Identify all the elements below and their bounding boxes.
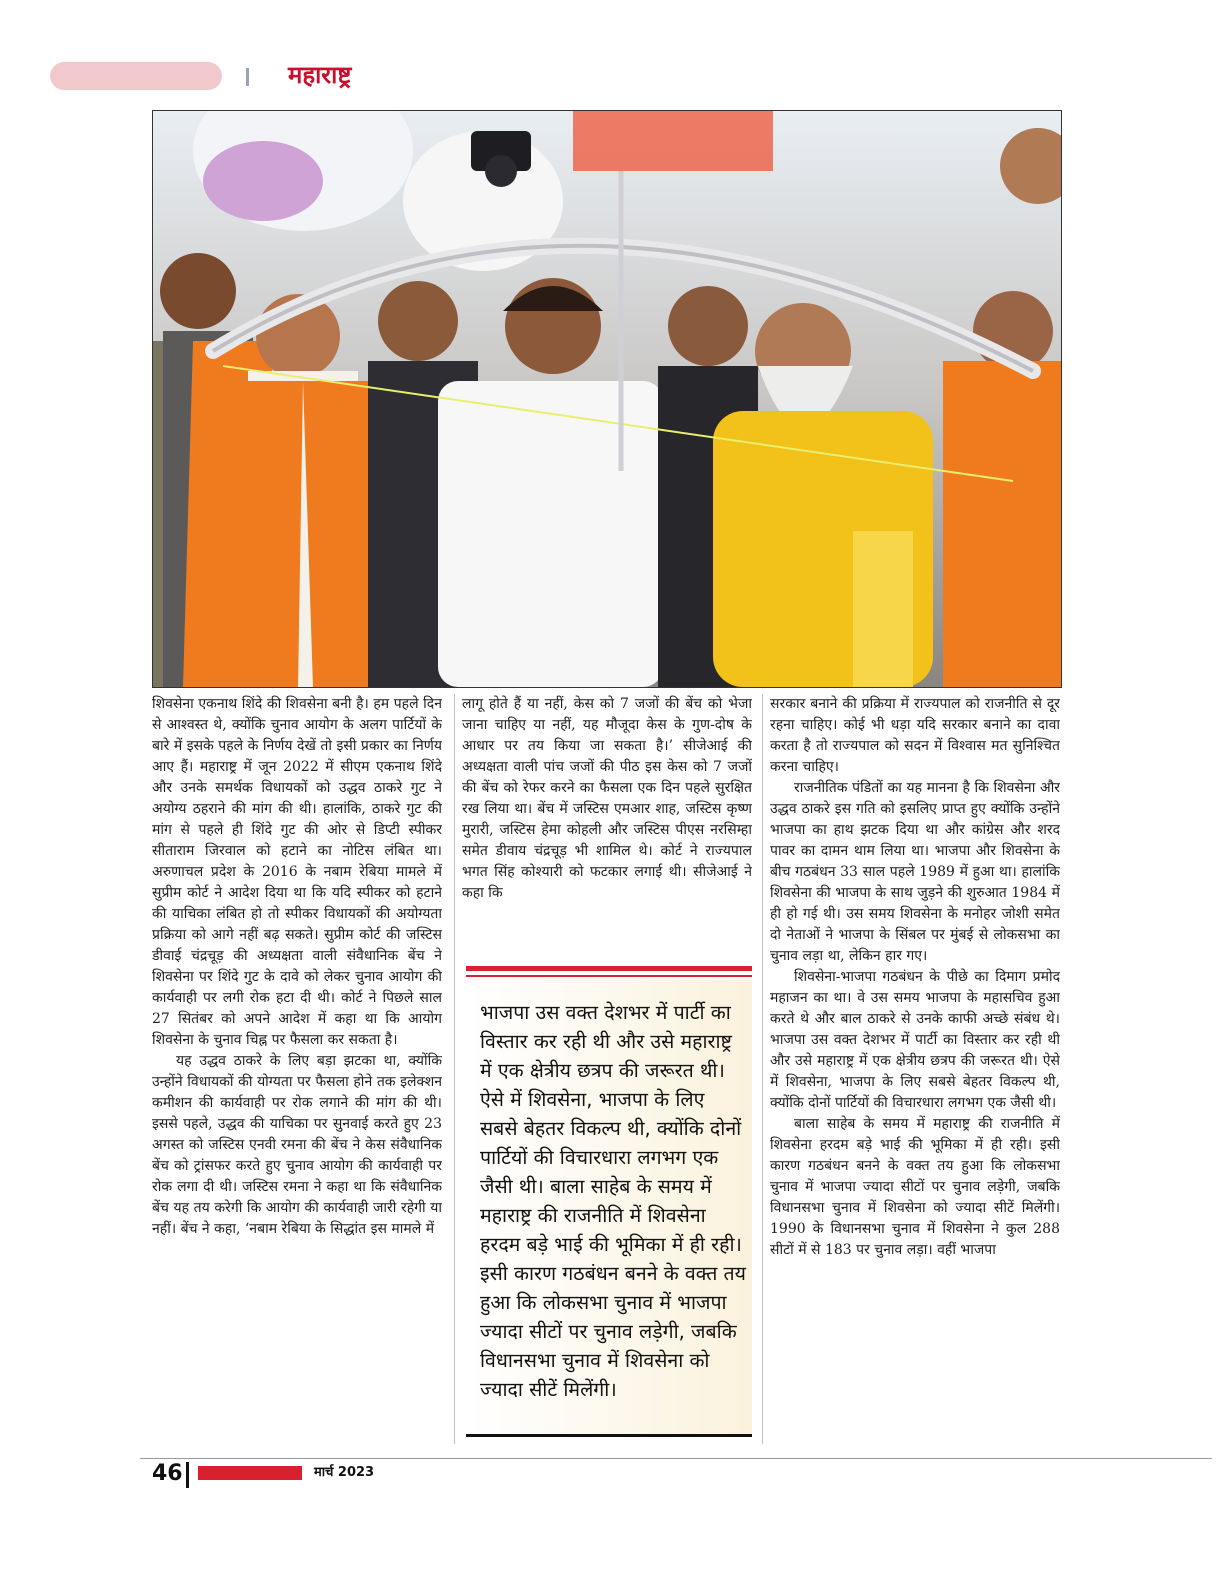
pull-quote-rule-top [466, 966, 752, 971]
section-title: महाराष्ट्र [288, 61, 352, 89]
pull-quote-rule-bottom [466, 1434, 752, 1437]
footer-rule [140, 1458, 1212, 1459]
paragraph: लागू होते हैं या नहीं, केस को 7 जजों की बेंच को भेजा जाना चाहिए या नहीं, यह मौजूदा केस के गुण-दोष के आधार पर तय किया जा सकता है।’ सीजेआई की अध्यक्षता वाली पांच जजों की पीठ इस केस को 7 जजों की बेंच को रेफर करने का फैसला एक दिन पहले सुरक्षित रख लिया था। बेंच में जस्टिस एमआर शाह, जस्टिस कृष्ण मुरारी, जस्टिस हेमा कोहली और जस्टिस पीएस नरसिम्हा समेत डीवाय चंद्रचूड़ भी शामिल थे। कोर्ट ने राज्यपाल भगत सिंह कोश्यारी को फटकार लगाई थी। सीजेआई ने कहा कि [462, 696, 752, 901]
paragraph: बाला साहेब के समय में महाराष्ट्र की राजनीति में शिवसेना हरदम बड़े भाई की भूमिका में ही रही। इसी कारण गठबंधन बनने के वक्त तय हुआ कि लोकसभा चुनाव में भाजपा ज्यादा सीटों पर चुनाव लड़ेगी, जबकि विधानसभा चुनाव में शिवसेना को ज्यादा सीटें मिलेंगी। 1990 के विधानसभा चुनाव में शिवसेना ने कुल 288 सीटों में से 183 पर चुनाव लड़ा। वहीं भाजपा [770, 1116, 1060, 1258]
paragraph: शिवसेना-भाजपा गठबंधन के पीछे का दिमाग प्रमोद महाजन का था। वे उस समय भाजपा के महासचिव हुआ करते थे और बाल ठाकरे से उनके काफी अच्छे संबंध थे। भाजपा उस वक्त देशभर में पार्टी का विस्तार कर रही थी और उसे महाराष्ट्र में एक क्षेत्रीय छत्रप की जरूरत थी। ऐसे में शिवसेना, भाजपा के लिए सबसे बेहतर विकल्प थी, क्योंकि दोनों पार्टियों की विचारधारा लगभग एक जैसी थी। [770, 969, 1060, 1111]
magazine-logo [198, 1466, 302, 1480]
article-column-1 [152, 694, 442, 1444]
pull-quote-rule-top-thin [466, 975, 752, 977]
paragraph: सरकार बनाने की प्रक्रिया में राज्यपाल को राजनीति से दूर रहना चाहिए। कोई भी धड़ा यदि सरकार बनाने का दावा करता है तो राज्यपाल को सदन में विश्वास मत सुनिश्चित करना चाहिए। [770, 696, 1060, 775]
paragraph: राजनीतिक पंडितों का यह मानना है कि शिवसेना और उद्धव ठाकरे इस गति को इसलिए प्राप्त हुए क्योंकि उन्होंने भाजपा का हाथ झटक दिया था और कांग्रेस और शरद पावर का दामन थाम लिया था। भाजपा और शिवसेना के बीच गठबंधन 33 साल पहले 1989 में हुआ था। हालांकि शिवसेना की भाजपा के साथ जुड़ने की शुरुआत 1984 में ही हो गई थी। उस समय शिवसेना के मनोहर जोशी समेत दो नेताओं ने भाजपा के सिंबल पर मुंबई से लोकसभा का चुनाव लड़ा था, लेकिन हार गए। [770, 780, 1060, 964]
article-column-3 [770, 694, 1060, 1444]
article-column-2 [462, 694, 752, 954]
footer-divider [186, 1462, 189, 1488]
column-divider [454, 694, 455, 1444]
section-pill [50, 62, 222, 90]
pull-quote: भाजपा उस वक्त देशभर में पार्टी का विस्तार कर रही थी और उसे महाराष्ट्र में एक क्षेत्रीय छत्रप की जरूरत थी। ऐसे में शिवसेना, भाजपा के लिए सबसे बेहतर विकल्प थी, क्योंकि दोनों पार्टियों की विचारधारा लगभग एक जैसी थी। बाला साहेब के समय में महाराष्ट्र की राजनीति में शिवसेना हरदम बड़े भाई की भूमिका में ही रही। इसी कारण गठबंधन बनने के वक्त तय हुआ कि लोकसभा चुनाव में भाजपा ज्यादा सीटों पर चुनाव लड़ेगी, जबकि विधानसभा चुनाव में शिवसेना को ज्यादा सीटें मिलेंगी। [480, 1001, 746, 1401]
column-divider [762, 694, 763, 1444]
rally-photo [152, 110, 1062, 688]
paragraph: शिवसेना एकनाथ शिंदे की शिवसेना बनी है। हम पहले दिन से आश्वस्त थे, क्योंकि चुनाव आयोग के अलग पार्टियों के बारे में इसके पहले के निर्णय देखें तो इसी प्रकार का निर्णय आए हैं। महाराष्ट्र में जून 2022 में सीएम एकनाथ शिंदे और उनके समर्थक विधायकों को उद्धव ठाकरे गुट ने अयोग्य ठहराने की मांग की थी। हालांकि, ठाकरे गुट की मांग से पहले ही शिंदे गुट की ओर से डिप्टी स्पीकर सीताराम जिरवाल को हटाने का नोटिस लंबित था। अरुणाचल प्रदेश के 2016 के नबाम रेबिया मामले में सुप्रीम कोर्ट ने आदेश दिया था कि यदि स्पीकर को हटाने की याचिका लंबित हो तो स्पीकर विधायकों की अयोग्यता प्रक्रिया को आगे नहीं बढ़ सकते। सुप्रीम कोर्ट की जस्टिस डीवाई चंद्रचूड़ की अध्यक्षता वाली संवैधानिक बेंच ने शिवसेना पर शिंदे गुट के दावे को लेकर चुनाव आयोग की कार्यवाही पर लगी रोक हटा दी थी। कोर्ट ने पिछले साल 27 सितंबर को अपने आदेश में कहा था कि आयोग शिवसेना के चुनाव चिह्न पर फैसला कर सकता है। [152, 696, 442, 1048]
section-divider [246, 68, 249, 86]
page-number: 46 [152, 1461, 183, 1486]
paragraph: यह उद्धव ठाकरे के लिए बड़ा झटका था, क्योंकि उन्होंने विधायकों की योग्यता पर फैसला होने तक इलेक्शन कमीशन की कार्यवाही पर रोक लगाने की मांग की थी। इससे पहले, उद्धव की याचिका पर सुनवाई करते हुए 23 अगस्त को जस्टिस एनवी रमना की बेंच ने केस संवैधानिक बेंच को ट्रांसफर करते हुए चुनाव आयोग की कार्यवाही पर रोक लगा दी थी। जस्टिस रमना ने कहा था कि संवैधानिक बेंच यह तय करेगी कि आयोग की कार्यवाही जारी रहेगी या नहीं। बेंच ने कहा, ‘नबाम रेबिया के सिद्धांत इस मामले में [152, 1053, 442, 1237]
issue-date: मार्च 2023 [314, 1465, 375, 1480]
